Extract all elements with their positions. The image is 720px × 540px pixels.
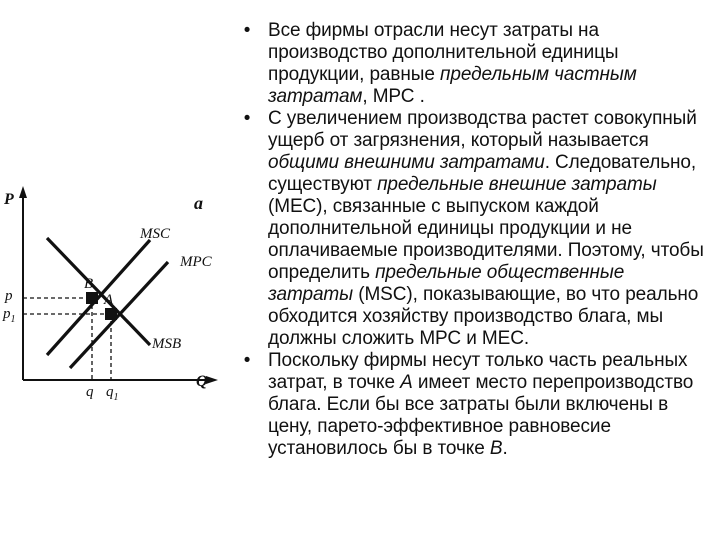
point-b-label: B bbox=[84, 276, 94, 292]
tick-p1-sub: 1 bbox=[10, 314, 16, 325]
bullet-text: имеет место перепроизводство блага. Если бы все затраты были включены в цену, парето-эффективное равновесие установилось бы в точке bbox=[268, 372, 694, 459]
tick-q-label: q bbox=[86, 384, 94, 400]
bullet-text: , МРС . bbox=[362, 86, 425, 107]
term-point-b: В bbox=[489, 438, 503, 459]
msb-curve bbox=[47, 238, 150, 345]
y-axis-arrow bbox=[19, 186, 27, 198]
bullet-text: Все фирмы отрасли несут затраты на производство дополнительной единицы продукции, равные bbox=[268, 20, 619, 85]
tick-p1-label bbox=[2, 306, 16, 325]
tick-q1-label bbox=[106, 384, 119, 403]
tick-p-label: p bbox=[5, 288, 13, 304]
bullet-text: . Следовательно, существуют bbox=[268, 152, 697, 195]
term-msc: предельные общественные затраты bbox=[268, 262, 625, 305]
msb-label: MSB bbox=[152, 336, 182, 352]
bullet-item bbox=[237, 350, 707, 460]
term-total-external-cost: общими внешними затратами bbox=[268, 152, 545, 173]
msc-label: MSC bbox=[140, 226, 170, 242]
bullet-marker: • bbox=[243, 350, 251, 371]
axis-x-label: Q bbox=[196, 373, 208, 390]
bullet-text: (MSC), показывающие, во что реально обходится хозяйству производство блага, мы должны сложить МРС и МЕС. bbox=[268, 284, 699, 349]
bullet-text: . bbox=[502, 438, 508, 459]
bullet-text: (МЕС), связанные с выпуском каждой дополнительной единицы продукции и не оплачиваемые производителями. Поэтому, чтобы определить bbox=[268, 196, 704, 283]
bullet-marker: • bbox=[243, 108, 251, 129]
bullet-text: Поскольку фирмы несут только часть реальных затрат, в точке bbox=[268, 350, 688, 393]
tick-p1-base: p bbox=[3, 306, 11, 322]
point-a-marker bbox=[105, 308, 117, 320]
externality-diagram bbox=[0, 180, 240, 410]
x-axis-arrow bbox=[206, 376, 218, 384]
point-a-label: A bbox=[104, 292, 114, 308]
corner-label: a bbox=[194, 193, 203, 213]
tick-q1-base: q bbox=[106, 384, 114, 400]
term-point-a: А bbox=[400, 372, 413, 393]
tick-q1-sub: 1 bbox=[113, 392, 119, 403]
bullet-list bbox=[237, 20, 707, 460]
term-mpc: предельным частным затратам bbox=[268, 64, 637, 107]
term-mec: предельные внешние затраты bbox=[377, 174, 657, 195]
bullet-item bbox=[237, 108, 707, 350]
bullet-marker: • bbox=[243, 20, 251, 41]
bullet-text: С увеличением производства растет совокупный ущерб от загрязнения, который называется bbox=[268, 108, 697, 151]
mpc-label: MPC bbox=[180, 254, 212, 270]
bullet-item bbox=[237, 20, 707, 108]
axis-y-label: P bbox=[4, 191, 14, 208]
point-b-marker bbox=[86, 292, 98, 304]
